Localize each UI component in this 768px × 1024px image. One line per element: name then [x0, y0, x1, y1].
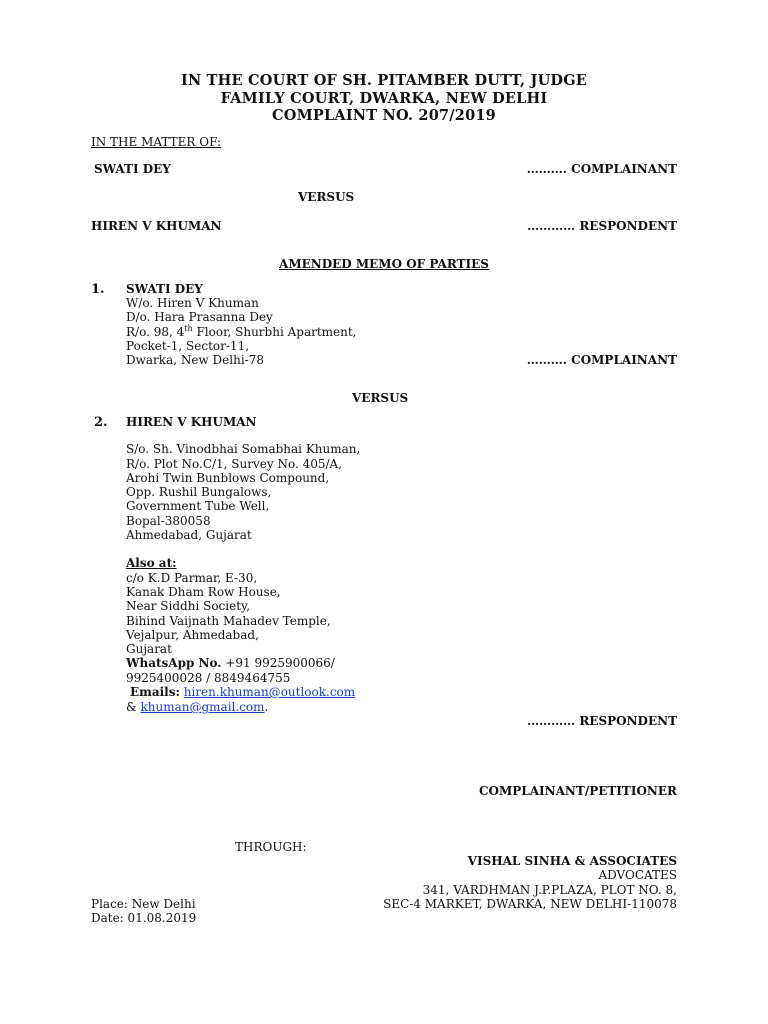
- party1-role: ………. COMPLAINANT: [526, 353, 677, 367]
- party1-line: W/o. Hiren V Khuman: [126, 296, 259, 310]
- complainant-name: SWATI DEY: [94, 162, 171, 176]
- whatsapp-number: +91 9925900066/: [221, 656, 335, 670]
- party1-name: SWATI DEY: [126, 282, 203, 296]
- party2-number: 2.: [94, 415, 108, 430]
- complainant-petitioner-label: COMPLAINANT/PETITIONER: [478, 784, 677, 798]
- also-line: Near Siddhi Society,: [126, 599, 251, 613]
- respondent-name: HIREN V KHUMAN: [91, 219, 222, 233]
- party2-line: Bopal-380058: [126, 514, 211, 528]
- party1-number: 1.: [91, 282, 105, 297]
- party2-line: S/o. Sh. Vinodbhai Somabhai Khuman,: [126, 442, 361, 456]
- party2-line: Ahmedabad, Gujarat: [126, 528, 252, 542]
- email-link-gmail[interactable]: khuman@gmail.com: [140, 700, 265, 714]
- whatsapp-number-2: 9925400028 / 8849464755: [126, 671, 291, 685]
- court-subtitle: FAMILY COURT, DWARKA, NEW DELHI: [220, 90, 548, 107]
- also-line: Gujarat: [126, 642, 172, 656]
- party2-line: Opp. Rushil Bungalows,: [126, 485, 272, 499]
- complainant-role: ………. COMPLAINANT: [526, 162, 677, 176]
- advocates-label: ADVOCATES: [598, 868, 677, 882]
- firm-address-1: 341, VARDHMAN J.P.PLAZA, PLOT NO. 8,: [422, 883, 677, 897]
- party2-name: HIREN V KHUMAN: [126, 415, 257, 429]
- respondent-role: ………… RESPONDENT: [527, 219, 677, 233]
- email-link-outlook[interactable]: hiren.khuman@outlook.com: [183, 685, 356, 699]
- court-title: IN THE COURT OF SH. PITAMBER DUTT, JUDGE: [180, 72, 588, 89]
- also-line: Kanak Dham Row House,: [126, 585, 281, 599]
- emails-line: [130, 685, 355, 699]
- also-line: Bihind Vaijnath Mahadev Temple,: [126, 614, 331, 628]
- party2-role: ………… RESPONDENT: [527, 714, 677, 728]
- also-line: Vejalpur, Ahmedabad,: [126, 628, 259, 642]
- matter-label: IN THE MATTER OF:: [91, 135, 222, 149]
- also-at-label: Also at:: [126, 556, 177, 570]
- whatsapp-label: WhatsApp No.: [126, 656, 222, 670]
- versus-label-2: VERSUS: [352, 391, 409, 405]
- place-line: Place: New Delhi: [91, 897, 196, 911]
- emails-line-2: & khuman@gmail.com.: [126, 700, 269, 714]
- party1-line: Pocket-1, Sector-11,: [126, 339, 250, 353]
- party2-line: Government Tube Well,: [126, 499, 270, 513]
- through-label: THROUGH:: [235, 840, 307, 854]
- party1-line: D/o. Hara Prasanna Dey: [126, 310, 273, 324]
- whatsapp-line: [126, 656, 335, 670]
- also-line: c/o K.D Parmar, E-30,: [126, 571, 258, 585]
- party1-address-line: R/o. 98, 4th Floor, Shurbhi Apartment,: [126, 324, 357, 339]
- party2-line: Arohi Twin Bunblows Compound,: [126, 471, 330, 485]
- memo-title: AMENDED MEMO OF PARTIES: [279, 257, 489, 271]
- complaint-number: COMPLAINT NO. 207/2019: [272, 107, 496, 124]
- date-line: Date: 01.08.2019: [91, 911, 197, 925]
- emails-label: Emails:: [130, 685, 180, 699]
- firm-address-2: SEC-4 MARKET, DWARKA, NEW DELHI-110078: [383, 897, 677, 911]
- firm-name: VISHAL SINHA & ASSOCIATES: [467, 854, 677, 868]
- party2-line: R/o. Plot No.C/1, Survey No. 405/A,: [126, 457, 343, 471]
- party1-line: Dwarka, New Delhi-78: [126, 353, 264, 367]
- versus-label: VERSUS: [298, 190, 355, 204]
